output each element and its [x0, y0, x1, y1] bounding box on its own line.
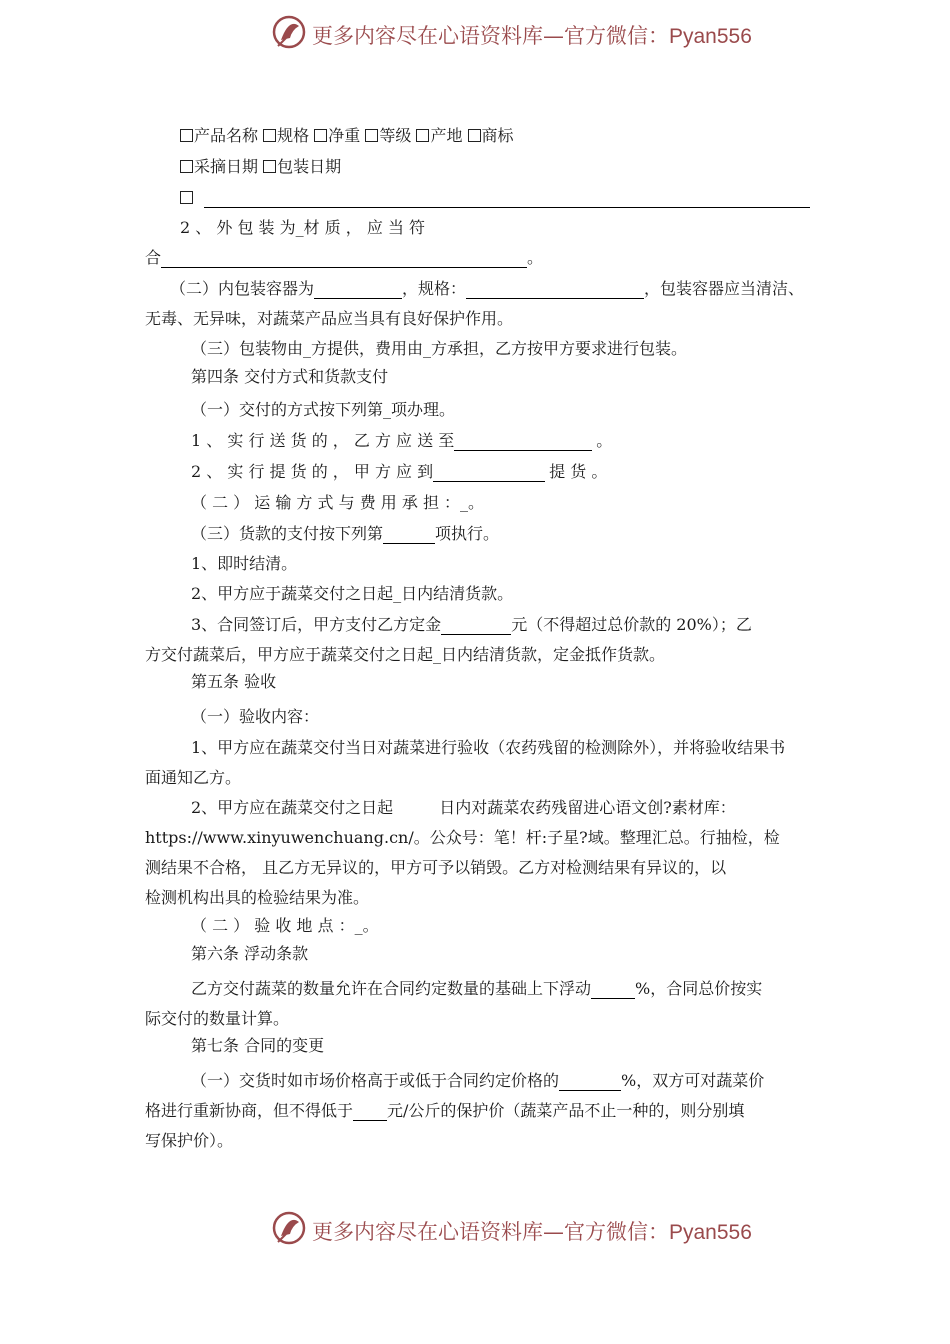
- checkbox-icon: [314, 129, 327, 142]
- logo-icon: [272, 1210, 306, 1248]
- inspection-clause-1-cont: 面通知乙方。: [145, 768, 242, 787]
- delivery-send-clause: 1 、 实 行 送 货 的 ， 乙 方 应 送 至 。: [191, 431, 613, 450]
- price-change-clause-cont2: 写保护价）。: [145, 1131, 234, 1150]
- blank-line: [314, 281, 402, 299]
- checkbox-icon: [180, 129, 193, 142]
- price-change-clause: （一）交货时如市场价格高于或低于合同约定价格的 %，双方可对蔬菜价: [191, 1071, 765, 1090]
- packaging-other-option: [180, 188, 810, 208]
- inspection-clause-2-cont: https://www.xinyuwenchuang.cn/。公众号：笔！杆:子星?域。整理汇总。行抽检，检: [145, 828, 780, 847]
- outer-packaging-clause: 2 、 外 包 装 为_材 质 ， 应 当 符: [180, 218, 426, 237]
- banner-text: 更多内容尽在心语资料库—官方微信：Pyan556: [312, 24, 752, 48]
- price-change-clause-cont: 格进行重新协商，但不得低于 元/公斤的保护价（蔬菜产品不止一种的，则分别填: [145, 1101, 745, 1120]
- article-4-heading: 第四条 交付方式和货款支付: [191, 367, 389, 386]
- checkbox-icon: [468, 129, 481, 142]
- inner-packaging-clause: （二）内包装容器为 ，规格： ，包装容器应当清洁、: [170, 279, 805, 298]
- packaging-label-options: 产品名称 规格 净重 等级 产地 商标: [180, 126, 514, 146]
- blank-line: [383, 526, 435, 544]
- blank-line: [161, 250, 527, 268]
- blank-line: [466, 281, 644, 299]
- blank-line: [591, 981, 635, 999]
- inspection-location: （ 二 ） 验 收 地 点 ：_。: [191, 916, 379, 935]
- blank-line: [441, 617, 511, 635]
- checkbox-icon: [263, 129, 276, 142]
- delivery-pickup-clause: 2 、 实 行 提 货 的 ， 甲 方 应 到 提 货 。: [191, 462, 608, 481]
- logo-icon: [272, 14, 306, 52]
- packaging-cost-clause: （三）包装物由_方提供，费用由_方承担，乙方按甲方要求进行包装。: [191, 339, 688, 358]
- blank-line: [559, 1073, 621, 1091]
- banner-text: 更多内容尽在心语资料库—官方微信：Pyan556: [312, 1220, 752, 1244]
- checkbox-icon: [416, 129, 429, 142]
- article-6-heading: 第六条 浮动条款: [191, 944, 309, 963]
- transport-clause: （ 二 ） 运 输 方 式 与 费 用 承 担 ：_。: [191, 493, 485, 512]
- outer-packaging-clause-cont: 合 。: [145, 248, 544, 267]
- inspection-clause-1: 1、甲方应在蔬菜交付当日对蔬菜进行验收（农药残留的检测除外），并将验收结果书: [191, 738, 786, 757]
- inspection-clause-2: 2、甲方应在蔬菜交付之日起 日内对蔬菜农药残留进心语文创?素材库：: [191, 798, 736, 817]
- payment-option-1: 1、即时结清。: [191, 554, 298, 573]
- inspection-content: （一）验收内容：: [191, 707, 320, 726]
- checkbox-icon: [180, 160, 193, 173]
- floating-clause-cont: 际交付的数量计算。: [145, 1009, 290, 1028]
- blank-line: [204, 190, 810, 208]
- payment-option-3: 3、合同签订后，甲方支付乙方定金 元（不得超过总价款的 20%）；乙: [191, 615, 752, 634]
- inspection-clause-2-cont3: 检测机构出具的检验结果为准。: [145, 888, 370, 907]
- header-banner: [0, 12, 950, 56]
- packaging-date-options: 采摘日期 包装日期: [180, 157, 341, 177]
- inner-packaging-clause-cont: 无毒、无异味，对蔬菜产品应当具有良好保护作用。: [145, 309, 514, 328]
- checkbox-icon: [263, 160, 276, 173]
- payment-option-2: 2、甲方应于蔬菜交付之日起_日内结清货款。: [191, 584, 514, 603]
- checkbox-icon: [180, 191, 193, 204]
- floating-clause: 乙方交付蔬菜的数量允许在合同约定数量的基础上下浮动 %，合同总价按实: [191, 979, 763, 998]
- payment-clause: （三）货款的支付按下列第 项执行。: [191, 524, 500, 543]
- blank-line: [433, 464, 545, 482]
- payment-option-3-cont: 方交付蔬菜后，甲方应于蔬菜交付之日起_日内结清货款，定金抵作货款。: [145, 645, 666, 664]
- delivery-method-clause: （一）交付的方式按下列第_项办理。: [191, 400, 456, 419]
- checkbox-icon: [365, 129, 378, 142]
- article-7-heading: 第七条 合同的变更: [191, 1036, 325, 1055]
- footer-banner: [0, 1208, 950, 1252]
- article-5-heading: 第五条 验收: [191, 672, 277, 691]
- blank-line: [454, 433, 592, 451]
- inspection-clause-2-cont2: 测结果不合格， 且乙方无异议的，甲方可予以销毁。乙方对检测结果有异议的，以: [145, 858, 727, 877]
- blank-line: [353, 1103, 387, 1121]
